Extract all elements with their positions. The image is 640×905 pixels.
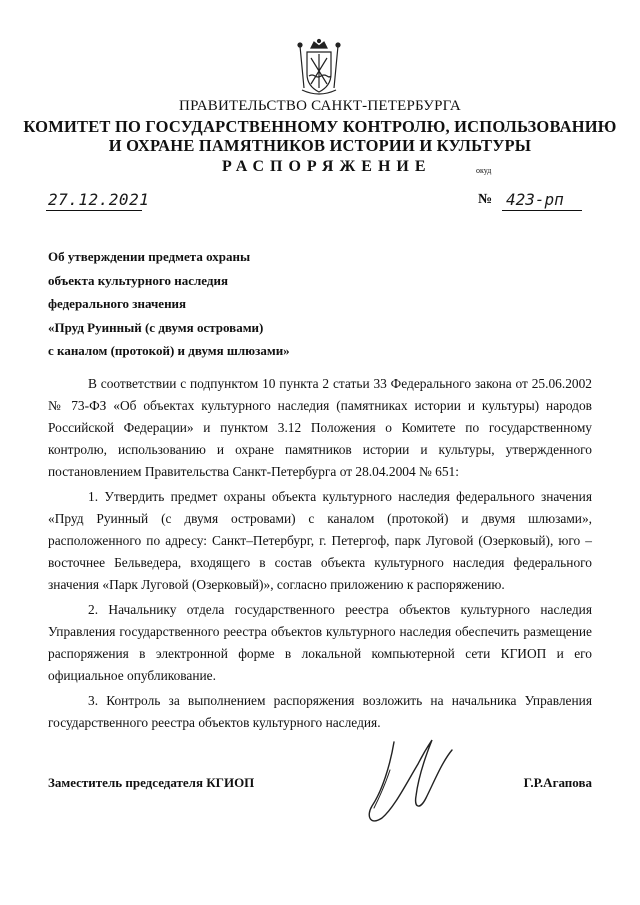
document-body <box>48 373 592 734</box>
item-3-paragraph: 3. Контроль за выполнением распоряжения возложить на начальника Управления государственного реестра объектов культурного наследия. <box>48 693 592 730</box>
subject-line: с каналом (протокой) и двумя шлюзами» <box>48 343 290 358</box>
preamble-paragraph: В соответствии с подпунктом 10 пункта 2 статьи 33 Федерального закона от 25.06.2002 № 73-ФЗ «Об объектах культурного наследия (памятниках истории и культуры) народов Российской Федерации» и пунктом 3.12 Положения о Комитете по государственному контролю, использованию и охране памятников истории и культуры, утвержденного постановлением Правительства Санкт-Петербурга от 28.04.2004 № 651: <box>48 376 592 479</box>
okud-label: окуд <box>476 166 492 175</box>
signatory-name: Г.Р.Агапова <box>523 775 592 790</box>
item-2-paragraph: 2. Начальнику отдела государственного реестра объектов культурного наследия Управления государственного реестра объектов культурного наследия обеспечить размещение распоряжения в электронной форме в локальной компьютерной сети КГИОП и его официальное опубликование. <box>48 602 592 683</box>
document-subject <box>48 245 290 363</box>
committee-name <box>0 117 640 155</box>
signature-icon <box>360 736 470 832</box>
subject-line: Об утверждении предмета охраны <box>48 249 251 264</box>
government-name: ПРАВИТЕЛЬСТВО САНКТ-ПЕТЕРБУРГА <box>179 98 461 114</box>
subject-line: федерального значения <box>48 296 187 311</box>
committee-name-line-2: И ОХРАНЕ ПАМЯТНИКОВ ИСТОРИИ И КУЛЬТУРЫ <box>108 136 532 155</box>
document-number: 423-рп <box>506 190 564 209</box>
signatory-title: Заместитель председателя КГИОП <box>48 775 255 790</box>
document-type: РАСПОРЯЖЕНИЕ <box>222 158 432 175</box>
coat-of-arms-icon <box>294 38 344 98</box>
document-date: 27.12.2021 <box>48 190 150 209</box>
number-label: № <box>478 192 493 207</box>
subject-line: «Пруд Руинный (с двумя островами) <box>48 319 264 335</box>
committee-name-line-1: КОМИТЕТ ПО ГОСУДАРСТВЕННОМУ КОНТРОЛЮ, ИСПОЛЬЗОВАНИЮ <box>23 117 617 136</box>
item-1-paragraph: 1. Утвердить предмет охраны объекта культурного наследия федерального значения «Пруд Руинный (с двумя островами) с каналом (протокой) и двумя шлюзами», расположенного по адресу: Санкт–Петербург, г. Петергоф, парк Луговой (Озерковый), юго – восточнее Бельведера, входящего в состав объекта культурного наследия федерального значения «Парк Луговой (Озерковый)», согласно приложению к распоряжению. <box>48 489 592 592</box>
subject-line: объекта культурного наследия <box>48 272 228 288</box>
